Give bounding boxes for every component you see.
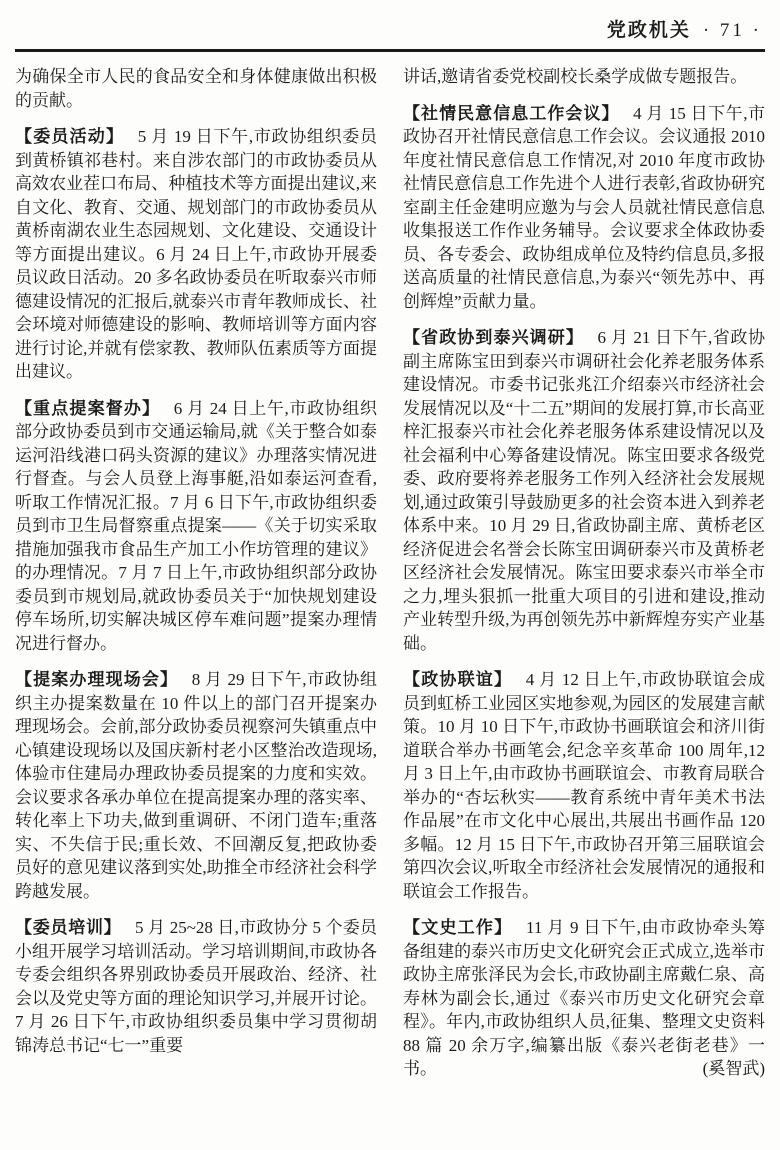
entry-paragraph (15, 125, 377, 384)
right-column (403, 65, 765, 1081)
entry-proposal-handling-meeting (15, 668, 377, 903)
entry-paragraph (403, 102, 765, 314)
text-columns (0, 52, 780, 1081)
author-byline: (奚智武) (702, 1059, 765, 1078)
page-number: · 71 · (702, 20, 762, 41)
left-column (15, 65, 377, 1081)
entry-culture-history-work (403, 916, 765, 1081)
entry-paragraph (15, 916, 377, 1057)
entry-member-training (15, 916, 377, 1057)
entry-body: 8 月 29 日下午,市政协组织主办提案数量在 10 件以上的部门召开提案办理现场会。会前,部分政协委员视察河失镇重点中心镇建设现场以及国庆新村老小区整治改造现场,体验市住建局办理政协委员提案的力度和实效。会议要求各承办单位在提高提案办理的落实率、转化率上下功夫,做到重调研、不闭门造车;重落实、不失信于民;重长效、不回潮反复,把政协委员好的意见建议落到实处,助推全市经济社会科学跨越发展。 (15, 670, 378, 901)
entry-paragraph (403, 668, 765, 903)
continuation-paragraph: 讲话,邀请省委党校副校长桑学成做专题报告。 (403, 67, 748, 86)
entry-committee-activities (15, 125, 377, 384)
entry-title: 【提案办理现场会】 (15, 670, 179, 689)
entry-title: 【重点提案督办】 (15, 398, 161, 418)
entry-body: 11 月 9 日下午,由市政协牵头筹备组建的泰兴市历史文化研究会正式成立,选举市政协主席张泽民为会长,市政协副主席戴仁泉、高寿林为副会长,通过《泰兴市历史文化研究会章程》。年内,市政协组织人员,征集、整理文史资料 88 篇 20 余万字,编纂出版《泰兴老街老巷》一书。 (403, 918, 765, 1078)
entry-body: 4 月 12 日上午,市政协联谊会成员到虹桥工业园区实地参观,为园区的发展建言献策。10 月 10 日下午,市政协书画联谊会和济川街道联合举办书画笔会,纪念辛亥革命 100 周年,12 月 3 日上午,由市政协书画联谊会、市教育局联合举办的“杏坛秋实——教育系统中青年美术书法作品展”在市文化中心展出,共展出书画作品 120 多幅。12 月 15 日下午,市政协召开第三届联谊会第四次会议,听取全市经济社会发展情况的通报和联谊会工作报告。 (403, 670, 765, 901)
entry-title: 【社情民意信息工作会议】 (403, 103, 620, 123)
entry-title: 【政协联谊】 (403, 670, 513, 689)
running-head (0, 0, 780, 49)
entry-body: 6 月 21 日下午,省政协副主席陈宝田到泰兴市调研社会化养老服务体系建设情况。市委书记张兆江介绍泰兴市经济社会发展情况以及“十二五”期间的发展打算,市长高亚梓汇报泰兴市社会化养老服务体系建设情况以及社会福利中心筹备建设情况。陈宝田要求各级党委、政府要将养老服务工作列入经济社会发展规划,通过政策引导鼓励更多的社会资本进入到养老体系中来。10 月 29 日,省政协副主席、黄桥老区经济促进会名誉会长陈宝田调研泰兴市及黄桥老区经济社会发展情况。陈宝田要求泰兴市举全市之力,埋头狠抓一批重大项目的引进和建设,推动产业转型升级,为再创领先苏中新辉煌夯实产业基础。 (403, 328, 765, 653)
entry-key-proposal-supervision (15, 397, 377, 656)
entry-title: 【委员培训】 (15, 918, 122, 937)
entry-title: 【委员活动】 (15, 127, 125, 146)
entry-body: 4 月 15 日下午,市政协召开社情民意信息工作会议。会议通报 2010 年度社情民意信息工作情况,对 2010 年度市政协社情民意信息工作先进个人进行表彰,省政协研究室副主任金建明应邀为与会人员就社情民意信息收集报送工作作业务辅导。会议要求全体政协委员、各专委会、政协组成单位及特约信息员,多报送高质量的社情民意信息,为泰兴“领先苏中、再创辉煌”贡献力量。 (403, 103, 766, 311)
entry-cppcc-fellowship (403, 668, 765, 903)
continuation-paragraph: 为确保全市人民的食品安全和身体健康做出积极的贡献。 (15, 67, 377, 110)
entry-title: 【文史工作】 (403, 918, 513, 937)
entry-body: 5 月 25~28 日,市政协分 5 个委员小组开展学习培训活动。学习培训期间,市政协各专委会组织各界别政协委员开展政治、经济、社会以及党史等方面的理论知识学习,并展开讨论。7 月 26 日下午,市政协组织委员集中学习贯彻胡锦涛总书记“七一”重要 (15, 918, 378, 1055)
entry-paragraph (403, 326, 765, 655)
entry-paragraph (15, 668, 377, 903)
entry-paragraph (15, 397, 377, 656)
running-head-section-title: 党政机关 (606, 20, 691, 41)
entry-public-opinion-info-meeting (403, 102, 765, 314)
entry-body: 5 月 19 日下午,市政协组织委员到黄桥镇祁巷村。来自涉农部门的市政协委员从高效农业茬口布局、种植技术等方面提出建议,来自文化、教育、交通、规划部门的市政协委员从黄桥南湖农业生态园规划、文化建设、交通设计等方面提出建议。6 月 24 日上午,市政协开展委员议政日活动。20 多名政协委员在听取泰兴市师德建设情况的汇报后,就泰兴市青年教师成长、社会环境对师德建设的影响、教师培训等方面内容进行讨论,并就有偿家教、教师队伍素质等方面提出建议。 (15, 127, 377, 381)
entry-body: 6 月 24 日上午,市政协组织部分政协委员到市交通运输局,就《关于整合如泰运河沿线港口码头资源的建议》办理落实情况进行督查。与会人员登上海事艇,沿如泰运河查看,听取工作情况汇报。7 月 6 日下午,市政协组织委员到市卫生局督察重点提案——《关于切实采取措施加强我市食品生产加工小作坊管理的建议》的办理情况。7 月 7 日上午,市政协组织部分政协委员到市规划局,就政协委员关于“加快规划建设停车场所,切实解决城区停车难问题”提案办理情况进行督办。 (15, 398, 378, 653)
entry-title: 【省政协到泰兴调研】 (403, 328, 584, 347)
entry-paragraph (403, 916, 765, 1081)
entry-provincial-cppcc-research (403, 326, 765, 655)
